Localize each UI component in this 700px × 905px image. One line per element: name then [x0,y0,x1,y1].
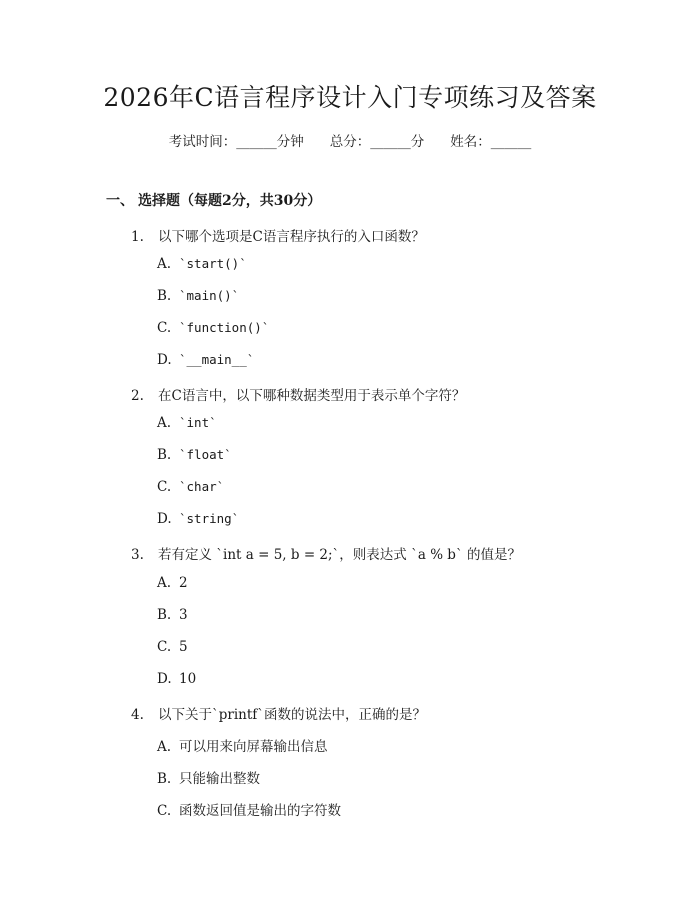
option-text: `string` [179,511,240,526]
option-text: 5 [179,639,188,655]
option-text: `main()` [179,288,240,303]
option-1b [157,288,239,304]
exam-meta [0,130,700,150]
question-text: 在C语言中，以下哪种数据类型用于表示单个字符？ [158,388,466,404]
option-text: `int` [179,415,217,430]
option-letter: D. [157,352,172,368]
page-title: 2026年C语言程序设计入门专项练习及答案 [103,83,597,112]
option-letter: A. [157,256,172,272]
option-2b [157,447,232,463]
option-3c [157,639,188,655]
option-letter: B. [157,607,172,623]
option-letter: C. [157,320,172,336]
option-letter: B. [157,288,172,304]
option-letter: A. [157,739,172,755]
option-4c [157,799,341,819]
question-4 [131,703,426,723]
option-letter: A. [157,575,172,591]
option-3a [157,575,188,591]
option-letter: C. [157,639,172,655]
option-2a [157,415,217,431]
section-label: 选择题（每题2分，共30分） [138,193,322,209]
option-text: `start()` [179,256,247,271]
option-text: `function()` [179,320,270,335]
option-text: 函数返回值是输出的字符数 [179,803,341,819]
option-4a [157,735,328,755]
option-3b [157,607,188,623]
question-1 [131,225,425,245]
question-3 [131,543,521,563]
option-text: 10 [179,671,197,687]
question-text: 若有定义 `int a = 5, b = 2;`，则表达式 `a % b` 的值是？ [158,547,521,563]
name-field: 姓名：______ [450,134,532,150]
question-2 [131,384,465,404]
option-2c [157,479,224,495]
question-text: 以下关于`printf`函数的说法中，正确的是？ [158,707,427,723]
option-letter: B. [157,447,172,463]
option-letter: C. [157,803,172,819]
question-number: 2. [131,388,144,404]
option-letter: D. [157,511,172,527]
option-1a [157,256,247,272]
option-letter: A. [157,415,172,431]
option-1d [157,352,254,368]
question-number: 1. [131,229,144,245]
option-4b [157,767,260,787]
option-text: `__main__` [179,352,255,367]
option-letter: B. [157,771,172,787]
option-text: 只能输出整数 [179,771,260,787]
option-text: 3 [179,607,188,623]
option-text: 2 [179,575,188,591]
option-2d [157,511,239,527]
exam-time-field: 考试时间：______分钟 [168,134,304,150]
option-text: 可以用来向屏幕输出信息 [179,739,328,755]
question-number: 3. [131,547,144,563]
option-3d [157,671,196,687]
question-number: 4. [131,707,144,723]
option-text: `float` [179,447,232,462]
section-number: 一、 [106,193,134,209]
option-text: `char` [179,479,225,494]
section-heading [106,190,321,210]
option-1c [157,320,269,336]
option-letter: C. [157,479,172,495]
total-score-field: 总分：______分 [329,134,425,150]
option-letter: D. [157,671,172,687]
question-text: 以下哪个选项是C语言程序执行的入口函数？ [158,229,425,245]
